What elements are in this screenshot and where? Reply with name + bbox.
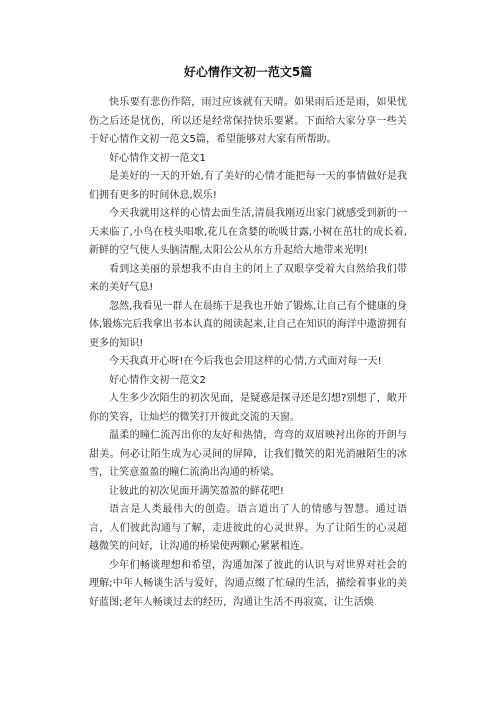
paragraph: 语言是人类最伟大的创造。语言道出了人的情感与智慧。通过语言，人们彼此沟通与了解，走进彼此的心灵世界。为了让陌生的心灵超越微笑的问好，让沟通的桥梁使两颗心紧紧相连。 [89, 504, 407, 552]
paragraph: 看到这美丽的景想我不由自主的闭上了双眼享受着大自然给我们带来的美好气息! [89, 263, 407, 293]
paragraph: 今天我真开心呀!在今后我也会用这样的心情,方式面对每一天! [109, 356, 382, 367]
section-heading: 好心情作文初一范文2 [109, 374, 206, 386]
intro-paragraph: 快乐要有悲伤作陪，雨过应该就有天晴。如果雨后还是雨，如果忧伤之后还是忧伤，所以还是经常保持快乐要紧。下面给大家分享一些关于好心情作文初一范文5篇，希望能够对大家有所帮助。 [89, 97, 407, 145]
document-body [89, 94, 407, 612]
document-title: 好心情作文初一范文5篇 [183, 65, 313, 79]
section-heading: 好心情作文初一范文1 [109, 152, 206, 164]
paragraph: 是美好的一天的开始,有了美好的心情才能把每一天的事情做好是我们拥有更多的时间休息,娱乐! [89, 171, 407, 201]
paragraph: 今天我就用这样的心情去面生活,清晨我刚迈出家门就感受到新的一天来临了,小鸟在枝头唱歌,花儿在贪婪的吮吸甘露,小树在茁壮的成长着,新鲜的空气使人头脑清醒,太阳公公从东方升起给大地带来光明! [89, 208, 407, 256]
paragraph: 让彼此的初次见面开满笑盈盈的鲜花吧! [109, 485, 284, 497]
paragraph: 温柔的瞳仁流泻出你的友好和热情，弯弯的双眉映衬出你的开朗与甜美。何必让陌生成为心灵间的屏障，让我们微笑的阳光消融陌生的冰雪，让笑意盈盈的瞳仁流淌出沟通的桥梁。 [89, 430, 407, 478]
paragraph: 忽然,我看见一群人在晨练于是我也开始了锻炼,让自己有个健康的身体,锻炼完后我拿出书本认真的阅读起来,让自己在知识的海洋中遨游拥有更多的知识! [89, 300, 408, 349]
paragraph: 人生多少次陌生的初次见面，是疑惑是探寻还是幻想?别想了，敞开你的笑容，让灿烂的微笑打开彼此交流的天窗。 [89, 393, 407, 423]
paragraph: 少年们畅谈理想和希望，沟通加深了彼此的认识与对世界对社会的理解;中年人畅谈生活与爱好，沟通点缀了忙碌的生活，描绘着事业的美好蓝图;老年人畅谈过去的经历，沟通让生活不再寂寞，让生活焕 [89, 559, 407, 608]
